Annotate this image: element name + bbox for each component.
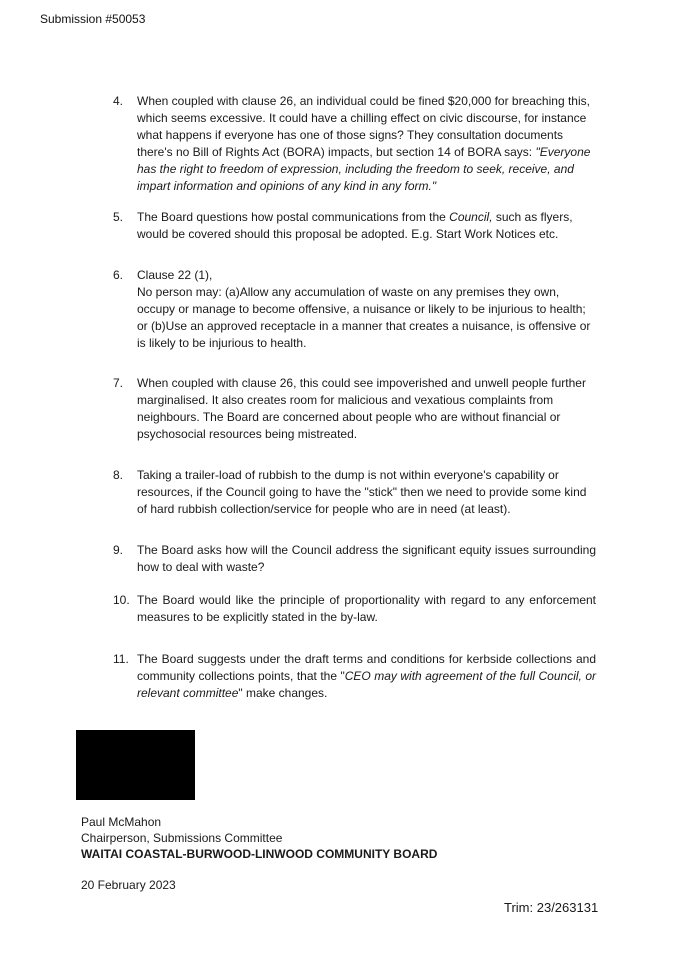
item-text-tail: " make changes. [238, 686, 328, 700]
item-number: 10. [113, 593, 130, 607]
signatory-name: Paul McMahon [81, 815, 162, 829]
redacted-signature [76, 730, 195, 800]
item-number: 7. [113, 376, 124, 390]
clause-heading: Clause 22 (1), [137, 268, 213, 282]
clause-text: No person may: (a)Allow any accumulation of waste on any premises they own, occupy or manage to become offensive, a nuisance or likely to be injurious to health; or (b)Use an approved receptacle in a manner that creates a nuisance, is offensive or is likely to be injurious to health. [137, 285, 591, 350]
item-number: 11. [113, 652, 129, 666]
item-emphasis: CEO may with agreement of the full Council, or relevant committee [137, 669, 597, 700]
list-item [113, 651, 596, 702]
list-item [113, 267, 596, 352]
item-text-tail: such as flyers, would be covered should this proposal be adopted. E.g. Start Work Notices etc. [137, 210, 573, 241]
bora-quote: "Everyone has the right to freedom of expression, including the freedom to seek, receive, and impart information and opinions of any kind in any form." [137, 145, 591, 193]
item-text-main: The Board suggests under the draft terms and conditions for kerbside collections and community collections points, that the " [137, 652, 596, 683]
item-emphasis: Council, [449, 210, 493, 224]
list-item [113, 542, 596, 576]
item-text [137, 209, 596, 243]
signatory-role: Chairperson, Submissions Committee [81, 831, 283, 845]
item-number: 4. [113, 94, 124, 108]
item-text-main: The Board questions how postal communications from the [137, 210, 450, 224]
item-text-main: When coupled with clause 26, an individual could be fined $20,000 for breaching this, which seems excessive. It could have a chilling effect on civic discourse, for instance what happens if everyone has one of those signs? They consultation documents there's no Bill of Rights Act (BORA) impacts, but section 14 of BORA says: [137, 94, 590, 159]
item-text: The Board would like the principle of proportionality with regard to any enforcement measures to be explicitly stated in the by-law. [137, 593, 596, 624]
list-item [113, 375, 596, 443]
list-item [113, 467, 596, 518]
item-number: 9. [113, 543, 124, 557]
item-text: The Board asks how will the Council address the significant equity issues surrounding how to deal with waste? [137, 543, 596, 574]
item-text [137, 267, 596, 352]
submission-number: Submission #50053 [40, 12, 146, 26]
list-item [113, 592, 596, 626]
item-text [137, 93, 596, 195]
list-item [113, 209, 596, 243]
item-text: When coupled with clause 26, this could see impoverished and unwell people further marginalised. It also creates room for malicious and vexatious complaints from neighbours. The Board are concerned about people who are without financial or psychosocial resources being mistreated. [137, 376, 586, 441]
item-number: 6. [113, 268, 124, 282]
item-text: Taking a trailer-load of rubbish to the dump is not within everyone's capability or resources, if the Council going to have the "stick" then we need to provide some kind of hard rubbish collection/service for people who are in need (at least). [137, 468, 587, 516]
signatory-organisation: WAITAI COASTAL-BURWOOD-LINWOOD COMMUNITY BOARD [81, 847, 438, 861]
item-text [137, 651, 596, 702]
trim-reference: Trim: 23/263131 [504, 900, 599, 915]
list-item [113, 93, 596, 195]
item-number: 5. [113, 210, 124, 224]
item-number: 8. [113, 468, 124, 482]
document-date: 20 February 2023 [81, 878, 176, 892]
